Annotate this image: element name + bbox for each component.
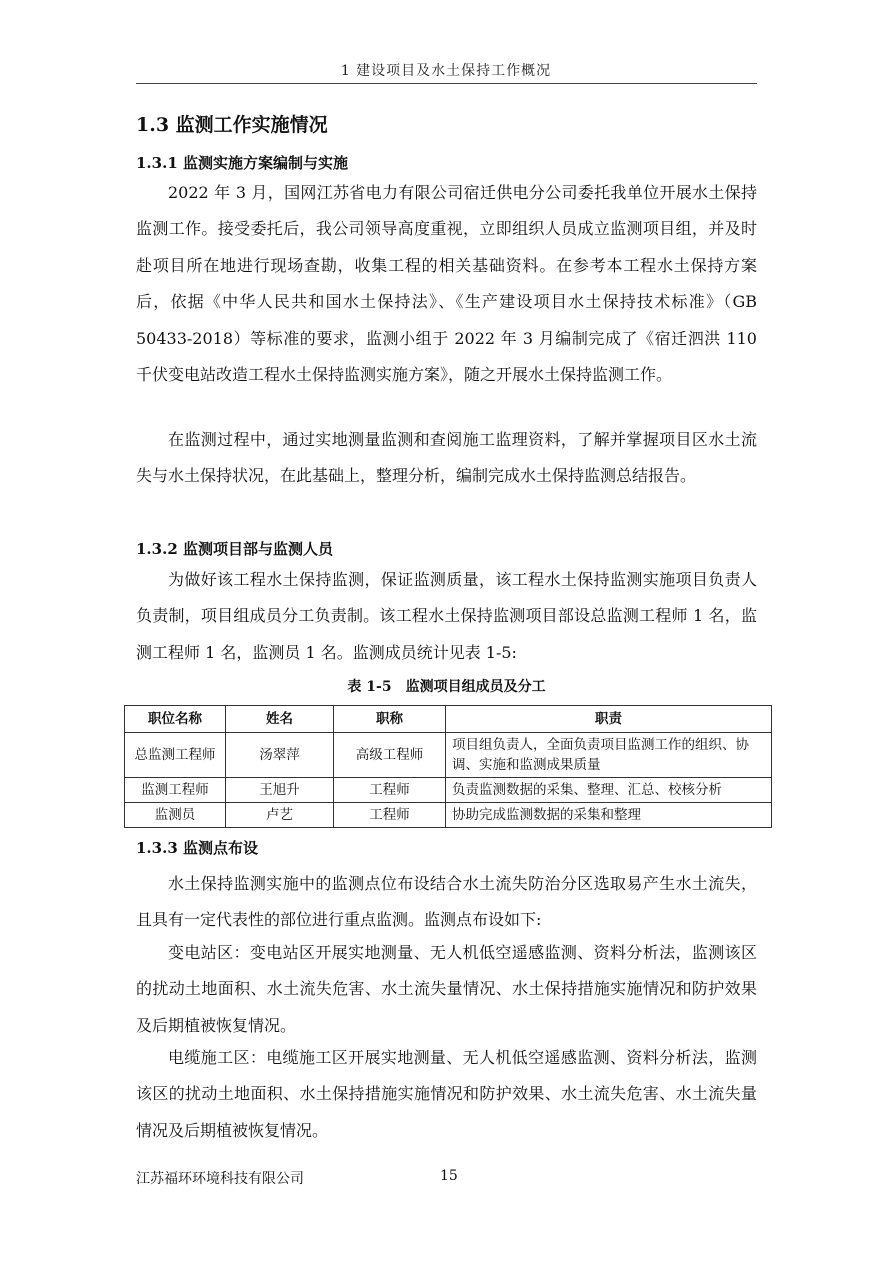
table-cell: 总监测工程师 bbox=[125, 733, 226, 778]
paragraph-5: 变电站区：变电站区开展实地测量、无人机低空遥感监测、资料分析法，监测该区的扰动土地面积、水土流失危害、水土流失量情况、水土保持措施实施情况和防护效果及后期植被恢复情况。 bbox=[136, 943, 757, 1035]
table-cell: 项目组负责人，全面负责项目监测工作的组织、协调、实施和监测成果质量 bbox=[446, 733, 772, 778]
table-row bbox=[125, 733, 772, 778]
table-cell: 王旭升 bbox=[226, 778, 334, 803]
table-cell: 汤翠萍 bbox=[226, 733, 334, 778]
running-header: 1 建设项目及水土保持工作概况 bbox=[340, 63, 552, 79]
table-cell: 工程师 bbox=[334, 778, 446, 803]
column-header: 职称 bbox=[334, 706, 446, 733]
table-cell: 高级工程师 bbox=[334, 733, 446, 778]
paragraph-3: 为做好该工程水土保持监测，保证监测质量，该工程水土保持监测实施项目负责人负责制，项目组成员分工负责制。该工程水土保持监测项目部设总监测工程师 1 名，监测工程师 1 名，监测员 1 名。监测成员统计见表 1-5: bbox=[136, 570, 757, 662]
footer-company: 江苏福环环境科技有限公司 bbox=[136, 1171, 304, 1187]
section-title: 1.3 监测工作实施情况 bbox=[136, 114, 328, 136]
page-number: 15 bbox=[440, 1168, 458, 1184]
subsection-title-1: 1.3.1 监测实施方案编制与实施 bbox=[136, 154, 348, 172]
table-cell: 负责监测数据的采集、整理、汇总、校核分析 bbox=[446, 778, 772, 803]
table-caption: 表 1-5 监测项目组成员及分工 bbox=[347, 679, 546, 695]
paragraph-4: 水土保持监测实施中的监测点位布设结合水土流失防治分区选取易产生水土流失，且具有一定代表性的部位进行重点监测。监测点布设如下: bbox=[136, 874, 757, 930]
table-row bbox=[125, 803, 772, 828]
table-cell: 监测员 bbox=[125, 803, 226, 828]
table-header-row bbox=[125, 706, 772, 733]
paragraph-6: 电缆施工区：电缆施工区开展实地测量、无人机低空遥感监测、资料分析法，监测该区的扰动土地面积、水土保持措施实施情况和防护效果、水土流失危害、水土流失量情况及后期植被恢复情况。 bbox=[136, 1048, 757, 1140]
subsection-title-2: 1.3.2 监测项目部与监测人员 bbox=[136, 540, 333, 558]
column-header: 职责 bbox=[446, 706, 772, 733]
member-table bbox=[124, 705, 772, 828]
paragraph-1: 2022 年 3 月，国网江苏省电力有限公司宿迁供电分公司委托我单位开展水土保持监测工作。接受委托后，我公司领导高度重视，立即组织人员成立监测项目组，并及时赴项目所在地进行现场查勘，收集工程的相关基础资料。在参考本工程水土保持方案后，依据《中华人民共和国水土保持法》、《生产建设项目水土保持技术标准》（GB 50433-2018）等标准的要求，监测小组于 2022 年 3 月编制完成了《宿迁泗洪 110 千伏变电站改造工程水土保持监测实施方案》，随之开展水土保持监测工作。 bbox=[136, 183, 757, 385]
table-cell: 协助完成监测数据的采集和整理 bbox=[446, 803, 772, 828]
header-rule bbox=[136, 83, 757, 84]
subsection-title-3: 1.3.3 监测点布设 bbox=[136, 839, 258, 857]
column-header: 职位名称 bbox=[125, 706, 226, 733]
table-cell: 卢艺 bbox=[226, 803, 334, 828]
table-cell: 工程师 bbox=[334, 803, 446, 828]
column-header: 姓名 bbox=[226, 706, 334, 733]
paragraph-2: 在监测过程中，通过实地测量监测和查阅施工监理资料，了解并掌握项目区水土流失与水土保持状况，在此基础上，整理分析，编制完成水土保持监测总结报告。 bbox=[136, 430, 757, 486]
table-row bbox=[125, 778, 772, 803]
table-cell: 监测工程师 bbox=[125, 778, 226, 803]
